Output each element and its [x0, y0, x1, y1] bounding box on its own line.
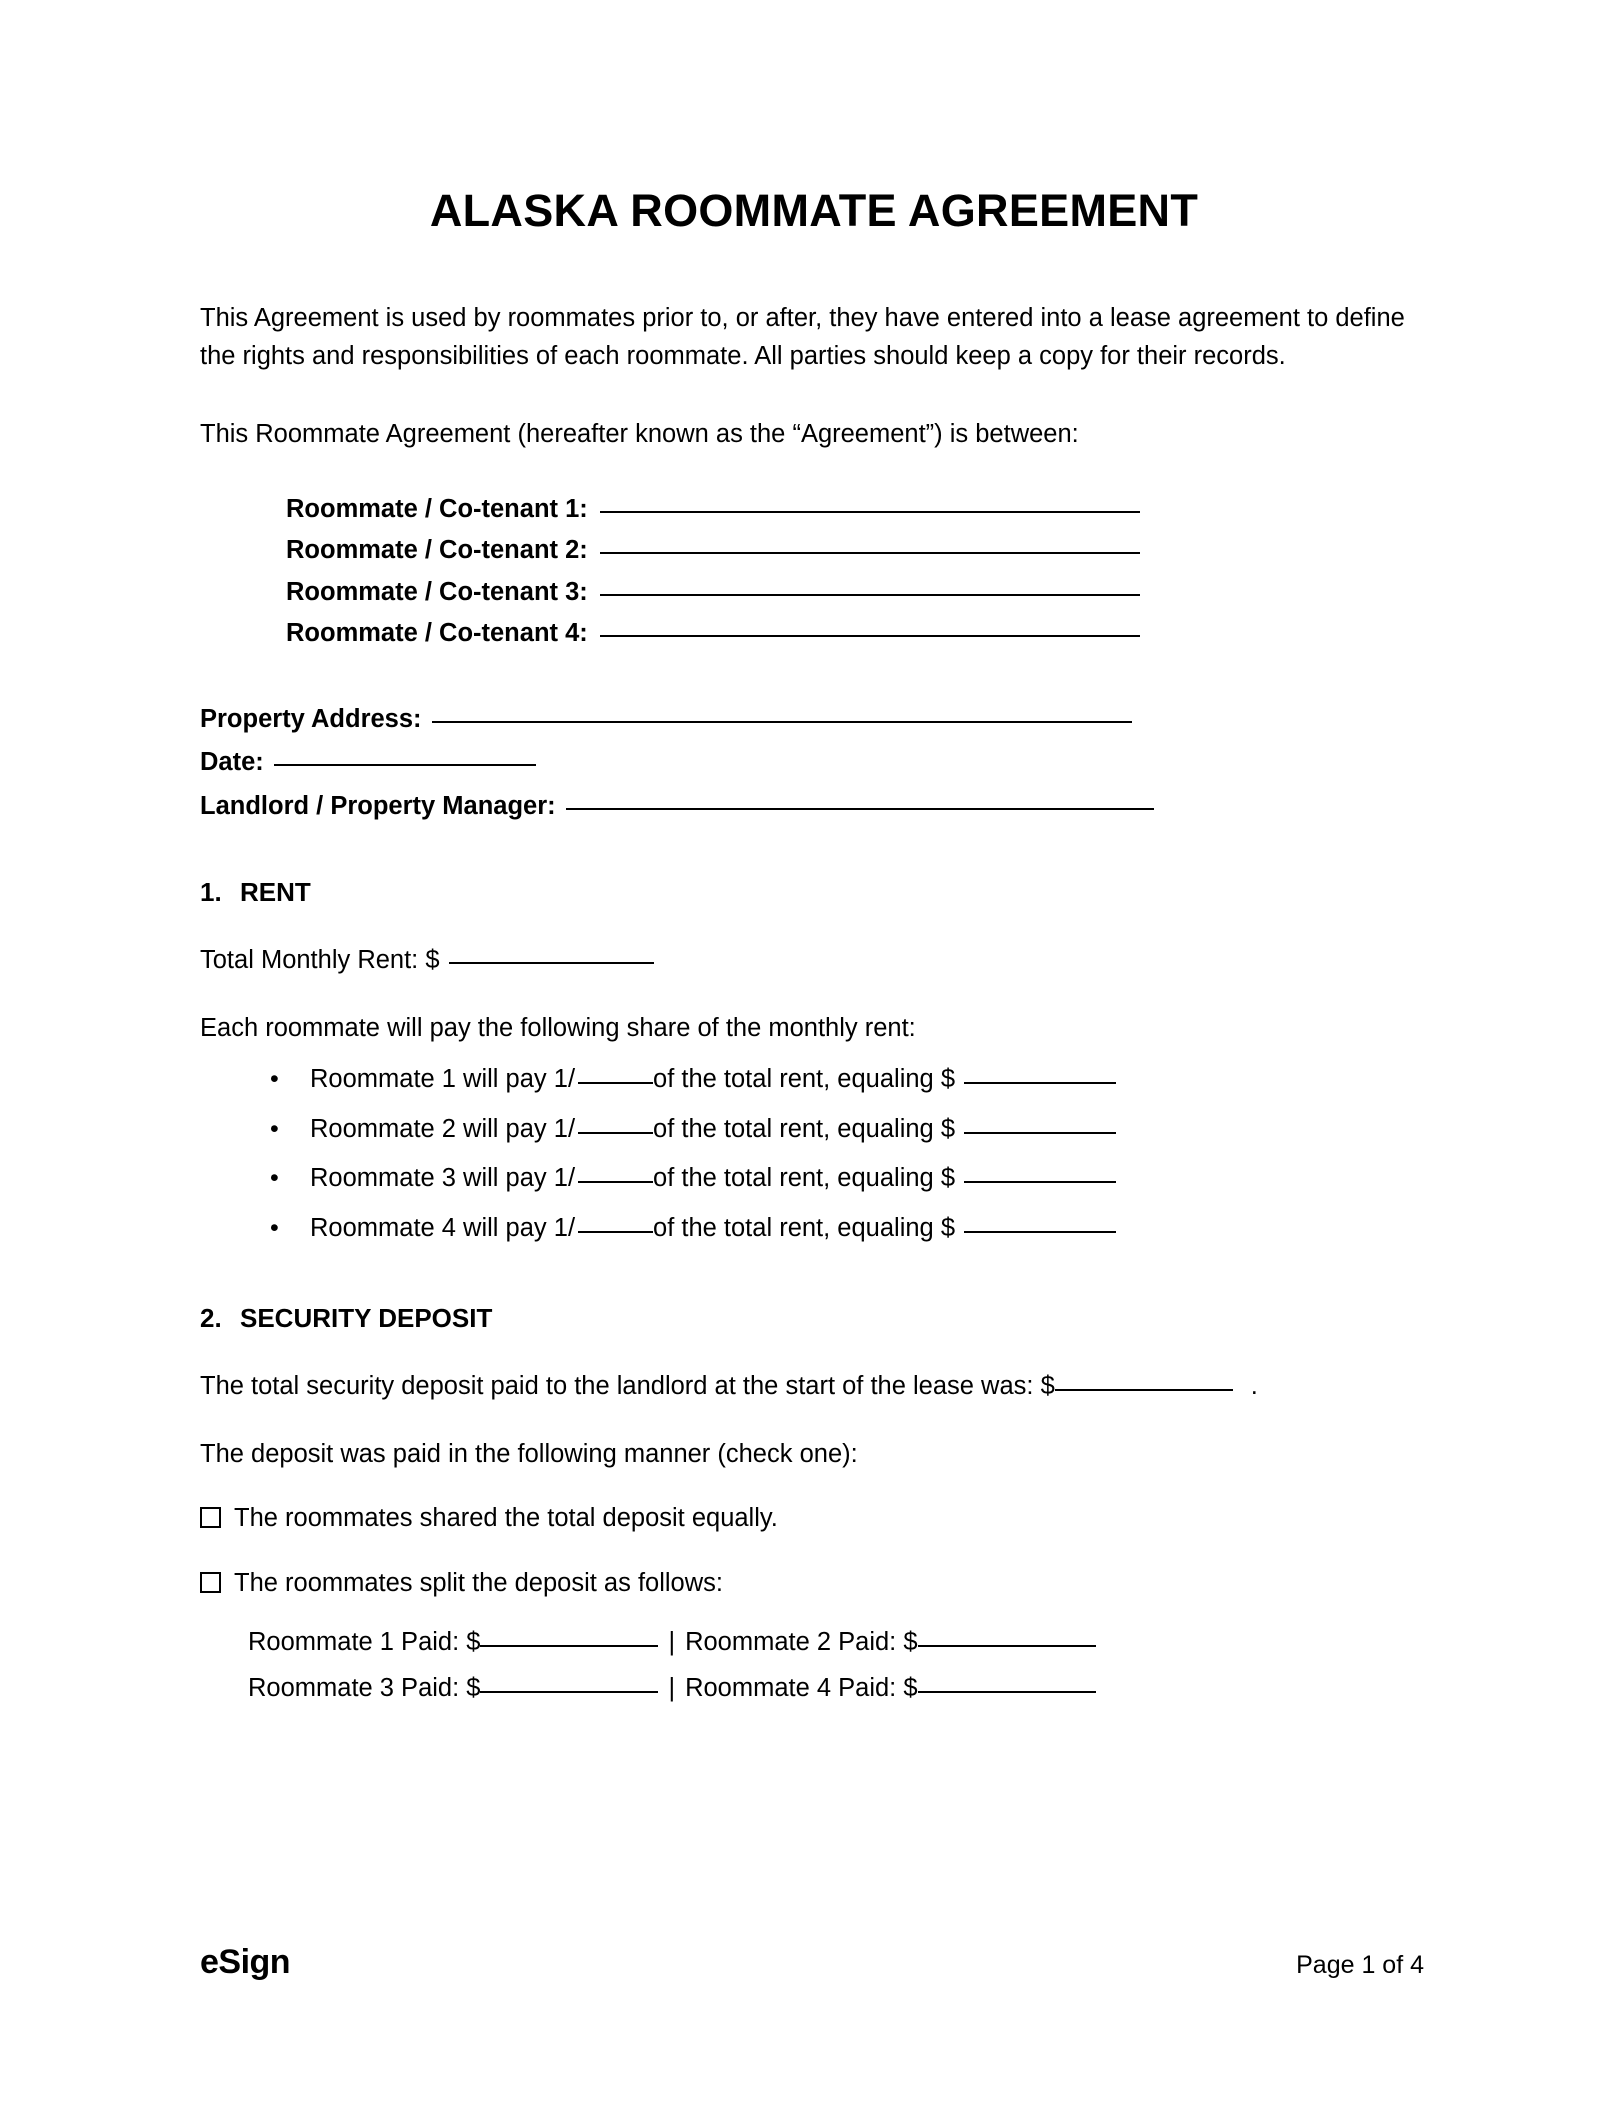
roommate-3-paid-input[interactable] [480, 1691, 658, 1693]
party-row-1 [286, 494, 1450, 523]
bullet-prefix-4: Roommate 4 will pay 1/ [310, 1213, 576, 1242]
bullet-dot-icon: • [270, 1164, 279, 1193]
rent-fraction-input-1[interactable] [578, 1082, 653, 1084]
section-number-1: 1. [200, 877, 222, 908]
rent-amount-input-2[interactable] [964, 1132, 1116, 1134]
rent-fraction-input-2[interactable] [578, 1132, 653, 1134]
landlord-row [200, 791, 1450, 820]
esign-logo: eSign [200, 1943, 291, 1981]
party-input-2[interactable] [600, 552, 1140, 554]
roommate-1-paid-input[interactable] [480, 1645, 658, 1647]
date-row [200, 750, 1450, 776]
page-indicator: Page 1 of 4 [1296, 1951, 1424, 1979]
roommate-4-paid-input[interactable] [918, 1691, 1096, 1693]
roommate-2-paid-label: Roommate 2 Paid: $ [685, 1628, 918, 1657]
bullet-middle-2: of the total rent, equaling $ [653, 1114, 955, 1143]
property-address-label: Property Address: [200, 704, 422, 733]
rent-fraction-input-3[interactable] [578, 1181, 653, 1183]
rent-amount-input-3[interactable] [964, 1181, 1116, 1183]
party-input-1[interactable] [600, 511, 1140, 513]
deposit-option-shared-equally[interactable] [200, 1505, 1450, 1532]
total-monthly-rent-input[interactable] [449, 962, 654, 964]
bullet-prefix-2: Roommate 2 will pay 1/ [310, 1114, 576, 1143]
party-input-3[interactable] [600, 594, 1140, 596]
paid-separator-2: | [668, 1673, 676, 1702]
landlord-label: Landlord / Property Manager: [200, 791, 556, 820]
rent-amount-input-4[interactable] [964, 1231, 1116, 1233]
party-label-3: Roommate / Co-tenant 3: [286, 577, 588, 606]
party-row-2 [286, 538, 1450, 564]
total-deposit-period: . [1250, 1372, 1258, 1401]
checkbox-icon[interactable] [200, 1507, 221, 1528]
parties-block [286, 494, 1450, 648]
paid-separator-1: | [668, 1628, 676, 1657]
property-block [200, 704, 1450, 820]
page-footer [200, 1943, 1424, 1982]
total-monthly-rent-row [200, 948, 1450, 974]
section-title-2: SECURITY DEPOSIT [240, 1303, 493, 1334]
list-item [270, 1213, 1450, 1242]
bullet-prefix-1: Roommate 1 will pay 1/ [310, 1065, 576, 1094]
deposit-option-split[interactable] [200, 1570, 1450, 1597]
bullet-prefix-3: Roommate 3 will pay 1/ [310, 1164, 576, 1193]
deposit-paid-block [248, 1630, 1450, 1701]
roommate-2-paid-input[interactable] [918, 1645, 1096, 1647]
section-title-1: RENT [240, 877, 311, 908]
rent-amount-input-1[interactable] [964, 1082, 1116, 1084]
checkbox-icon[interactable] [200, 1572, 221, 1593]
between-paragraph: This Roommate Agreement (hereafter known as the “Agreement”) is between: [200, 420, 1079, 448]
party-label-4: Roommate / Co-tenant 4: [286, 619, 588, 648]
bullet-dot-icon: • [270, 1065, 279, 1094]
section-number-2: 2. [200, 1303, 222, 1334]
document-content [200, 0, 1450, 1721]
bullet-middle-4: of the total rent, equaling $ [653, 1213, 955, 1242]
party-input-4[interactable] [600, 635, 1140, 637]
bullet-middle-3: of the total rent, equaling $ [653, 1164, 955, 1193]
roommate-3-paid-label: Roommate 3 Paid: $ [248, 1673, 481, 1702]
deposit-option-shared-equally-label: The roommates shared the total deposit equally. [234, 1504, 778, 1533]
total-deposit-label: The total security deposit paid to the landlord at the start of the lease was: $ [200, 1372, 1055, 1401]
bullet-middle-1: of the total rent, equaling $ [653, 1065, 955, 1094]
property-address-input[interactable] [432, 721, 1132, 723]
list-item [270, 1114, 1450, 1143]
party-label-2: Roommate / Co-tenant 2: [286, 536, 588, 565]
party-label-1: Roommate / Co-tenant 1: [286, 494, 588, 523]
bullet-dot-icon: • [270, 1114, 279, 1143]
intro-paragraph: This Agreement is used by roommates prior to, or after, they have entered into a lease agreement to define the rights and responsibilities of each roommate. All parties should keep a copy for their records. [200, 303, 1405, 371]
rent-fraction-input-4[interactable] [578, 1231, 653, 1233]
roommate-4-paid-label: Roommate 4 Paid: $ [685, 1673, 918, 1702]
party-row-4 [286, 621, 1450, 647]
party-row-3 [286, 577, 1450, 606]
list-item [270, 1067, 1450, 1093]
roommate-1-paid-label: Roommate 1 Paid: $ [248, 1628, 481, 1657]
deposit-paid-row-1 [248, 1630, 1450, 1656]
landlord-input[interactable] [566, 808, 1154, 810]
date-label: Date: [200, 748, 264, 777]
deposit-manner-text: The deposit was paid in the following manner (check one): [200, 1439, 858, 1468]
deposit-paid-row-2 [248, 1673, 1450, 1702]
total-monthly-rent-label: Total Monthly Rent: $ [200, 946, 440, 975]
property-address-row [200, 704, 1450, 733]
total-deposit-input[interactable] [1055, 1389, 1233, 1391]
date-input[interactable] [274, 764, 536, 766]
section-heading-security-deposit [200, 1303, 1450, 1334]
section-heading-rent [200, 877, 1450, 908]
total-deposit-row [200, 1374, 1450, 1400]
deposit-option-split-label: The roommates split the deposit as follows: [234, 1568, 723, 1597]
rent-share-intro: Each roommate will pay the following share of the monthly rent: [200, 1013, 916, 1042]
list-item [270, 1166, 1450, 1192]
page-title: ALASKA ROOMMATE AGREEMENT [429, 185, 1199, 236]
rent-share-list [200, 1067, 1450, 1241]
bullet-dot-icon: • [270, 1213, 279, 1242]
